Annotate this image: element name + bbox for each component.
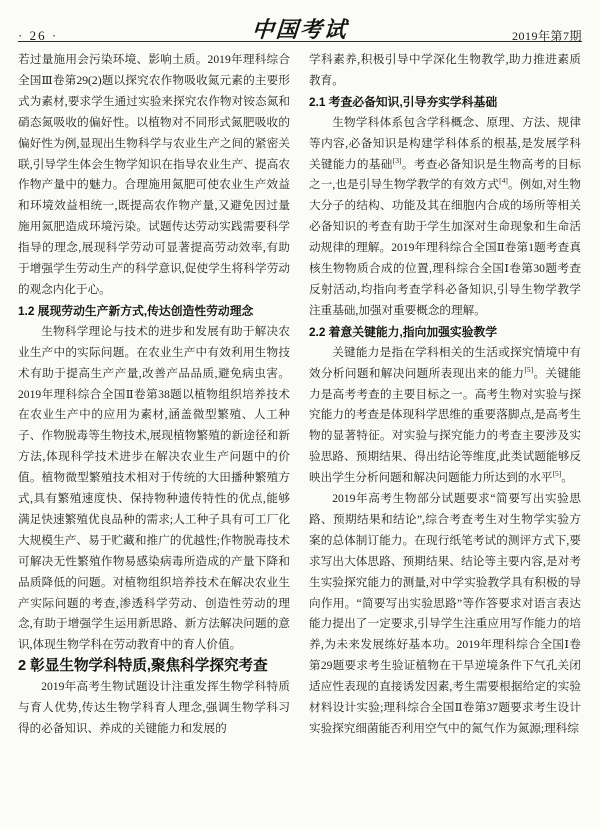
issue-label: 2019年第7期 bbox=[511, 29, 582, 43]
journal-title-logo: 中国考试 bbox=[250, 17, 349, 43]
heading-section-2: 2 彰显生物学科特质,聚焦科学探究考查 bbox=[18, 658, 268, 675]
article-body bbox=[18, 50, 582, 822]
paragraph-continuation: 若过量施用会污染环境、影响土质。2019年理科综合全国Ⅲ卷第29(2)题以探究农作物吸收氮元素的主要形式为素材,要求学生通过实验来探究农作物对铵态氮和硝态氮吸收的偏好性。以植物对不同形式氮肥吸收的偏好性为例,显现出生物科学与农业生产之间的紧密关联,引导学生体会生物学知识在指导农业生产、提高农作物产量中的魅力。合理施用氮肥可使农业生产效益和环境效益相统一,既提高农作物产量,又避免因过量施用氮肥造成环境污染。试题传达劳动实践需要科学指导的理念,展现科学劳动可显著提高劳动效率,有助于增强学生劳动生产的科学意识,促使学生将科学劳动的观念内化于心。 bbox=[18, 53, 290, 296]
heading-2-1: 2.1 考查必备知识,引导夯实学科基础 bbox=[309, 94, 498, 109]
paragraph-2-2b: 2019年高考生物部分试题要求“简要写出实验思路、预期结果和结论”,综合考查考生对生物学实验方案的总体制订能力。在现行纸笔考试的测评方式下,要求写出大体思路、预期结果、结论等主要内容,是对考生实验探究能力的测量,对中学实验教学具有积极的导向作用。“简要写出实验思路”等作答要求对语言表达能力提出了一定要求,引导学生注重应用写作能力的培养,为未来发展练好基本功。2019年理科综合全国Ⅰ卷第29题要求考生验证植物在干旱逆境条件下气孔关闭适应性表现的直接诱发因素,考生需要根据给定的实验材料设计实验;理科综合全国Ⅱ卷第37题要求考生设计实验探究细菌能否利用空气中的氮气作为氮源;理科综 bbox=[309, 492, 581, 735]
right-column bbox=[309, 50, 581, 822]
paragraph-section-2-intro: 2019年高考生物试题设计注重发挥生物学科特质与育人优势,传达生物学科育人理念,强调生物学科习得的必备知识、养成的关键能力和发展的 bbox=[18, 680, 290, 736]
paragraph-1-2: 生物科学理论与技术的进步和发展有助于解决农业生产中的实际问题。在农业生产中有效利用生物技术有助于提高生产产量,改善产品品质,避免病虫害。2019年理科综合全国Ⅱ卷第38题以植物组织培养技术在农业生产中的应用为素材,涵盖微型繁殖、人工种子、作物脱毒等生物技术,展现植物繁殖的新途径和新方法,体现科学技术进步在解决农业生产问题中的价值。植物微型繁殖技术相对于传统的大田播种繁殖方式,具有繁殖速度快、保持物种遗传特性的优点,能够满足快速繁殖优良品种的需求;人工种子具有可工厂化大规模生产、易于贮藏和推广的优越性;作物脱毒技术可解决无性繁殖作物易感染病毒所造成的产量下降和品质降低的问题。对植物组织培养技术在解决农业生产实际问题的考查,渗透科学劳动、创造性劳动的理念,有助于增强学生运用新思路、新方法解决问题的意识,体现生物学科在劳动教育中的育人价值。 bbox=[18, 324, 290, 652]
paragraph-continuation: 学科素养,积极引导中学深化生物教学,助力推进素质教育。 bbox=[309, 53, 581, 87]
page-number: · 26 · bbox=[18, 28, 59, 43]
paragraph-2-1: 生物学科体系包含学科概念、原理、方法、规律等内容,必备知识是构建学科体系的根基,是发展学科关键能力的基础[3]。考查必备知识是生物高考的目标之一,也是引导生物学教学的有效方式[4]。例如,对生物大分子的结构、功能及其在细胞内合成的场所等相关必备知识的考查有助于学生加深对生命现象和生命活动规律的理解。2019年理科综合全国Ⅱ卷第1题考查真核生物物质合成的位置,理科综合全国Ⅰ卷第30题考查反射活动,均指向考查学科必备知识,引导生物学教学注重基础,加强对重要概念的理解。 bbox=[309, 115, 581, 317]
heading-1-2: 1.2 展现劳动生产新方式,传达创造性劳动理念 bbox=[18, 303, 254, 318]
heading-2-2: 2.2 着意关键能力,指向加强实验教学 bbox=[309, 324, 498, 339]
page-header bbox=[18, 13, 582, 43]
paragraph-2-2: 关键能力是指在学科相关的生活或探究情境中有效分析问题和解决问题所表现出来的能力[5]。关键能力是高考考查的主要目标之一。高考生物对实验与探究能力的考查是体现科学思维的重要落脚点,是高考生物的显著特征。对实验与探究能力的考查主要涉及实验思路、预期结果、得出结论等维度,此类试题能够反映出学生分析问题和解决问题能力所达到的水平[5]。 bbox=[309, 345, 581, 485]
left-column bbox=[18, 50, 290, 822]
